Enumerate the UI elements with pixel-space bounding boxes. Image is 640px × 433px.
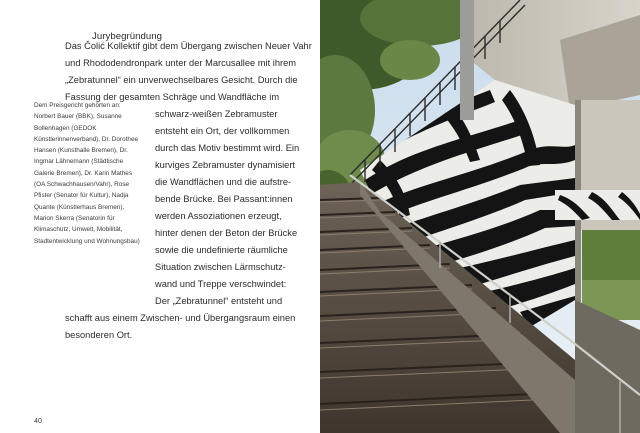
jury-line: die Wandflächen und die aufstre-	[155, 177, 292, 187]
zebra-underpass-photo	[320, 0, 640, 433]
note-line: Ingmar Lähnemann (Städtische	[34, 158, 124, 166]
zebra-beam	[555, 190, 640, 220]
jury-line: Der „Zebratunnel“ entsteht und	[155, 296, 283, 306]
jury-line: bende Brücke. Bei Passant:innen	[155, 194, 293, 204]
jury-line: Das Čolić Kollektif gibt dem Übergang zwischen Neuer Vahr	[65, 41, 312, 51]
note-line: Pfister (Senator für Kultur), Nadja	[34, 192, 129, 200]
note-line: Quante (Künstlerhaus Bremen),	[34, 203, 125, 211]
note-line: Künstlerinnenverband), Dr. Dorothee	[34, 135, 139, 143]
jury-line: schwarz-weißen Zebramuster	[155, 109, 278, 119]
note-line: (OA Schwachhausen/Vahr), Rose	[34, 181, 130, 189]
jury-line: durch das Motiv bestimmt wird. Ein	[155, 143, 300, 153]
note-line: Marion Skerra (Senatorin für	[34, 214, 115, 222]
jury-line: werden Assoziationen erzeugt,	[155, 211, 282, 221]
note-line: Galerie Bremen), Dr. Karin Mathes	[34, 169, 133, 177]
jury-line: schafft aus einem Zwischen- und Übergangsraum einen	[65, 313, 296, 323]
jury-members-note	[34, 100, 152, 247]
right-page	[320, 0, 640, 433]
jury-line: Fassung der gesamten Schräge und Wandfläche im	[65, 92, 280, 102]
jury-line: „Zebratunnel“ ein unverwechselbares Gesicht. Durch die	[65, 75, 298, 85]
note-line: Dem Preisgericht gehörten an:	[34, 102, 121, 109]
jury-line: hinter denen der Beton der Brücke	[155, 228, 298, 238]
jury-line: wand und Treppe verschwindet:	[155, 279, 287, 289]
jury-line: kurviges Zebramuster dynamisiert	[155, 160, 296, 170]
note-line: Stadtentwicklung und Wohnungsbau)	[34, 237, 140, 245]
note-line: Hansen (Kunsthalle Bremen), Dr.	[34, 147, 128, 155]
jury-line: und Rhododendronpark unter der Marcusallee mit ihrem	[65, 58, 296, 68]
note-line: Klimaschutz, Umwelt, Mobilität,	[34, 226, 123, 234]
lamp-post	[460, 0, 474, 120]
jury-line: entsteht ein Ort, der vollkommen	[155, 126, 290, 136]
page-number: 40	[34, 416, 42, 425]
jury-heading: Jurybegründung	[92, 31, 163, 42]
note-line: Norbert Bauer (BBK), Susanne	[34, 113, 122, 121]
jury-line: besonderen Ort.	[65, 330, 133, 340]
jury-line: Situation zwischen Lärmschutz-	[155, 262, 286, 272]
jury-line: sowie die undefinierte räumliche	[155, 245, 288, 255]
note-line: Bollenhagen (GEDOK	[34, 124, 97, 132]
